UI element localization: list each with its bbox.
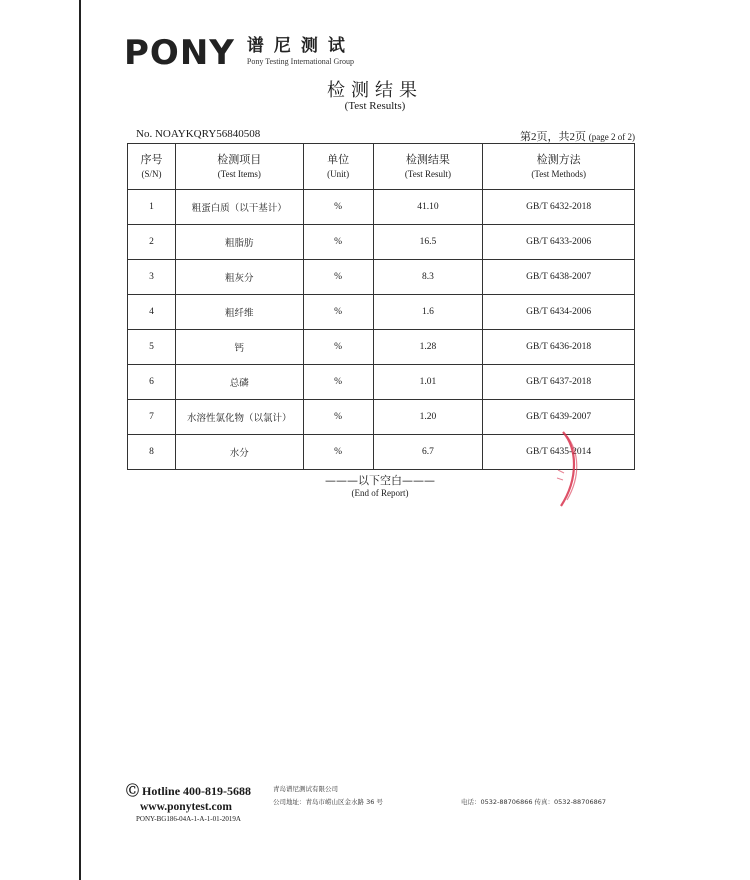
cell-item: 水溶性氯化物（以氯计） <box>175 400 303 435</box>
cell-method: GB/T 6434-2006 <box>483 295 635 330</box>
end-of-report-cn: ———以下空白——— <box>325 474 435 487</box>
cell-sn: 7 <box>128 400 176 435</box>
cell-result: 1.01 <box>373 365 483 400</box>
page-indicator-cn: 第2页，共2页 <box>520 131 587 143</box>
cell-sn: 5 <box>128 330 176 365</box>
cell-result: 1.28 <box>373 330 483 365</box>
cell-method: GB/T 6433-2006 <box>483 225 635 260</box>
cell-method: GB/T 6437-2018 <box>483 365 635 400</box>
cell-method: GB/T 6436-2018 <box>483 330 635 365</box>
cell-unit: % <box>303 190 373 225</box>
table-row <box>128 260 635 295</box>
stamp-seal-edge <box>555 430 585 510</box>
footer-phone-fax: 电话：0532-88706866 传真：0532-88706867 <box>461 798 607 806</box>
results-table <box>127 143 635 470</box>
cell-unit: % <box>303 260 373 295</box>
document-code: PONY-BG186-04A-1-A-1-01-2019A <box>136 815 241 823</box>
page-indicator-en: (page 2 of 2) <box>588 132 635 142</box>
header-test-items: 检测项目 (Test Items) <box>175 144 303 190</box>
cell-sn: 8 <box>128 435 176 470</box>
footer-contact <box>126 780 251 823</box>
end-of-report-en: (End of Report) <box>351 488 409 498</box>
cell-unit: % <box>303 400 373 435</box>
binding-line <box>79 0 81 880</box>
cell-result: 1.6 <box>373 295 483 330</box>
cell-result: 1.20 <box>373 400 483 435</box>
cell-sn: 4 <box>128 295 176 330</box>
header-test-methods: 检测方法 (Test Methods) <box>483 144 635 190</box>
logo-name-en: Pony Testing International Group <box>246 57 354 66</box>
logo-name-cn: 谱尼测试 <box>246 36 355 56</box>
header-unit: 单位 (Unit) <box>303 144 373 190</box>
table-row <box>128 190 635 225</box>
table-row <box>128 330 635 365</box>
company-address: 公司地址：青岛市崂山区金水路 36 号 <box>273 798 383 806</box>
cell-item: 粗蛋白质（以干基计） <box>175 190 303 225</box>
cell-sn: 1 <box>128 190 176 225</box>
page-title: 检测结果 <box>327 80 423 101</box>
cell-item: 粗灰分 <box>175 260 303 295</box>
cell-result: 6.7 <box>373 435 483 470</box>
header-test-result: 检测结果 (Test Result) <box>373 144 483 190</box>
cell-sn: 6 <box>128 365 176 400</box>
cell-unit: % <box>303 225 373 260</box>
hotline-text: Hotline 400-819-5688 <box>142 784 252 798</box>
cell-item: 粗纤维 <box>175 295 303 330</box>
table-row <box>128 365 635 400</box>
website-link[interactable]: www.ponytest.com <box>140 801 232 813</box>
cell-result: 8.3 <box>373 260 483 295</box>
cell-item: 水分 <box>175 435 303 470</box>
cell-method: GB/T 6439-2007 <box>483 400 635 435</box>
cell-unit: % <box>303 295 373 330</box>
cell-method: GB/T 6435-2014 <box>483 435 635 470</box>
cell-result: 16.5 <box>373 225 483 260</box>
report-number: No. NOAYKQRY56840508 <box>136 128 261 140</box>
cell-unit: % <box>303 365 373 400</box>
cell-item: 钙 <box>175 330 303 365</box>
logo-brand: PONY <box>124 33 235 73</box>
table-header-row <box>128 144 635 190</box>
header-sn: 序号 (S/N) <box>128 144 176 190</box>
cell-item: 总磷 <box>175 365 303 400</box>
cell-sn: 2 <box>128 225 176 260</box>
cell-result: 41.10 <box>373 190 483 225</box>
cell-item: 粗脂肪 <box>175 225 303 260</box>
company-logo <box>124 33 355 73</box>
phone-c-icon: Ⓒ <box>126 783 140 798</box>
cell-unit: % <box>303 435 373 470</box>
page-indicator <box>520 128 635 144</box>
cell-sn: 3 <box>128 260 176 295</box>
cell-method: GB/T 6438-2007 <box>483 260 635 295</box>
cell-unit: % <box>303 330 373 365</box>
table-row <box>128 225 635 260</box>
table-row <box>128 295 635 330</box>
company-name: 青岛谱尼测试有限公司 <box>273 785 338 793</box>
cell-method: GB/T 6432-2018 <box>483 190 635 225</box>
page-subtitle: (Test Results) <box>344 100 406 112</box>
footer-company <box>273 783 383 809</box>
